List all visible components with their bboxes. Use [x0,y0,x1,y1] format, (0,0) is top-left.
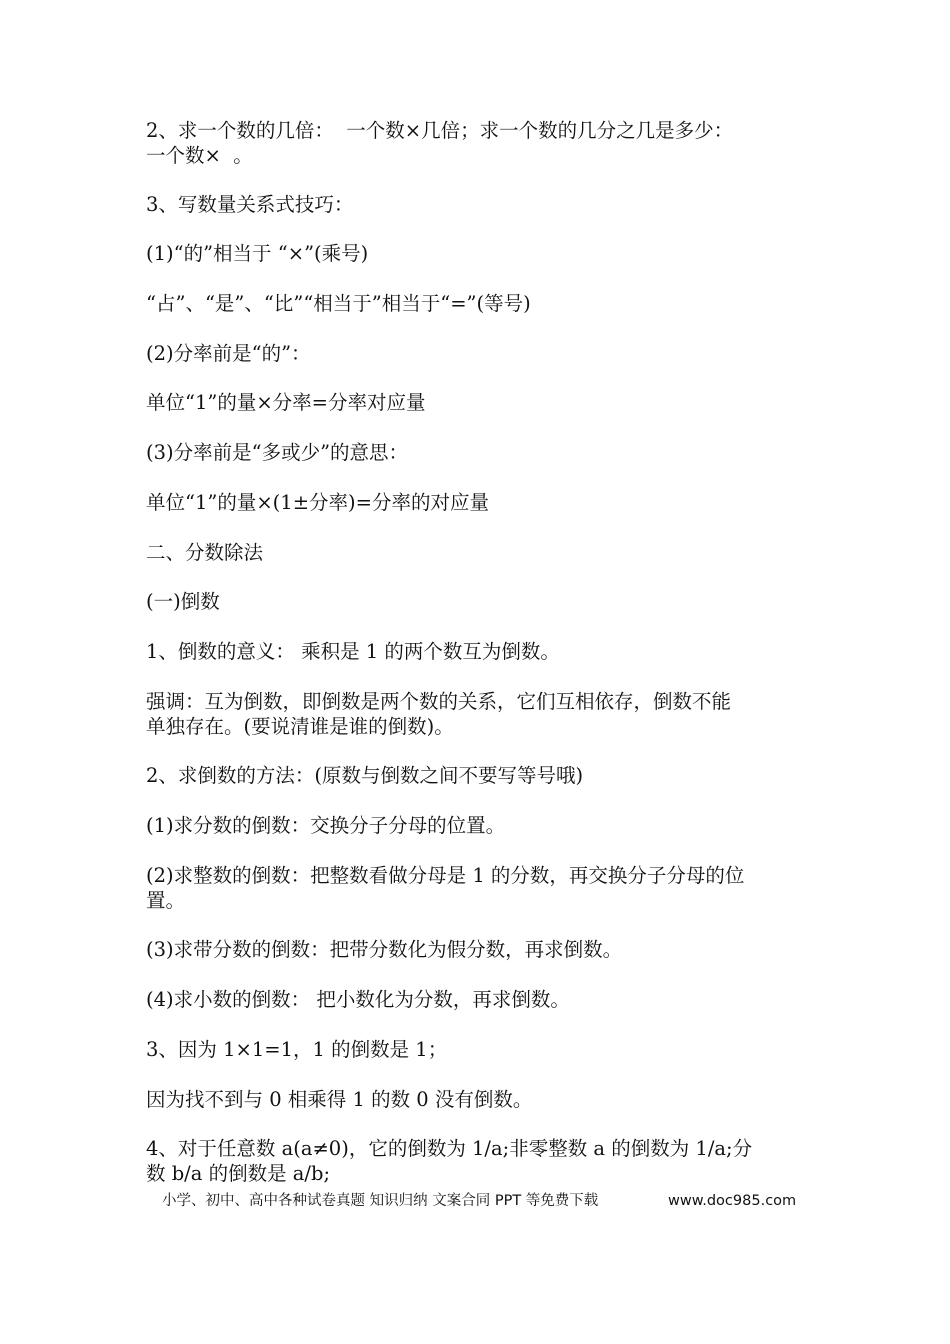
paragraph-line: 单独存在。(要说清谁是谁的倒数)。 [146,715,454,738]
paragraph-line: (2)分率前是“的”： [146,342,311,365]
paragraph-line: 3、写数量关系式技巧： [146,193,354,216]
paragraph-line: (4)求小数的倒数： 把小数化为分数，再求倒数。 [146,988,570,1011]
paragraph-line: 2、求倒数的方法：(原数与倒数之间不要写等号哦) [146,764,584,787]
paragraph-line: 一个数× 。 [146,144,253,167]
paragraph-line: 1、倒数的意义： 乘积是 1 的两个数互为倒数。 [146,640,560,663]
paragraph-line: 单位“1”的量×(1±分率)=分率的对应量 [146,491,489,514]
paragraph-line: (1)“的”相当于 “×”(乘号) [146,242,369,265]
footer-promo-text: 小学、初中、高中各种试卷真题 知识归纳 文案合同 PPT 等免费下载 [162,1193,599,1209]
paragraph-line: “占”、“是”、“比”“相当于”相当于“=”(等号) [146,292,531,315]
paragraph-line: (1)求分数的倒数：交换分子分母的位置。 [146,814,506,837]
paragraph-line: 3、因为 1×1=1，1 的倒数是 1； [146,1038,448,1061]
paragraph-line: (3)求带分数的倒数：把带分数化为假分数，再求倒数。 [146,938,623,961]
paragraph-line: 置。 [146,889,186,912]
section-heading: 二、分数除法 [146,541,264,564]
paragraph-line: 数 b/a 的倒数是 a/b; [146,1162,331,1185]
paragraph-line: 因为找不到与 0 相乘得 1 的数 0 没有倒数。 [146,1088,533,1111]
footer-site-link[interactable]: www.doc985.com [668,1193,797,1209]
paragraph-line: 强调：互为倒数，即倒数是两个数的关系，它们互相依存，倒数不能 [146,690,732,713]
paragraph-line: 单位“1”的量×分率=分率对应量 [146,391,426,414]
subsection-heading: (一)倒数 [146,590,220,613]
paragraph-line: 4、对于任意数 a(a≠0)，它的倒数为 1/a;非零整数 a 的倒数为 1/a;分 [146,1137,753,1160]
paragraph-line: (2)求整数的倒数：把整数看做分母是 1 的分数，再交换分子分母的位 [146,864,745,887]
paragraph-line: (3)分率前是“多或少”的意思： [146,441,409,464]
paragraph-line: 2、求一个数的几倍： 一个数×几倍；求一个数的几分之几是多少： [146,119,734,142]
